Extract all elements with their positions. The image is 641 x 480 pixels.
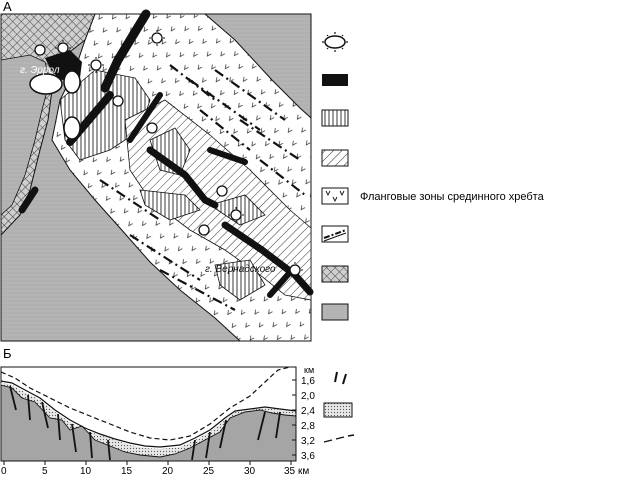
legend-dashed-line bbox=[324, 435, 354, 442]
depth-tick-label: 2,8 bbox=[301, 421, 315, 432]
volcano-icon bbox=[199, 225, 209, 235]
volcano-icon bbox=[91, 60, 101, 70]
volcano-icon bbox=[231, 210, 241, 220]
panel-b-legend bbox=[324, 372, 354, 442]
volcano-icon bbox=[325, 36, 345, 48]
panel-a-label: А bbox=[3, 0, 12, 14]
distance-tick-label: 0 bbox=[1, 466, 7, 475]
vernadsky-label: г. Вернадского bbox=[205, 264, 276, 275]
legend-fault-ticks bbox=[335, 372, 346, 384]
errol-crater-2 bbox=[64, 71, 80, 93]
panel-b-profile bbox=[1, 365, 315, 475]
volcano-icon bbox=[217, 186, 227, 196]
distance-tick-label: 10 bbox=[80, 466, 92, 475]
legend-gray-box bbox=[322, 304, 348, 320]
legend-faults-box bbox=[322, 226, 348, 242]
depth-tick-label: 3,6 bbox=[301, 451, 315, 462]
panel-b-label: Б bbox=[3, 346, 12, 361]
distance-tick-label: 25 bbox=[203, 466, 215, 475]
distance-tick-label: 15 bbox=[121, 466, 133, 475]
legend-vertical-hatch-box bbox=[322, 110, 348, 126]
crater-3 bbox=[64, 117, 80, 139]
distance-tick-label: 30 bbox=[244, 466, 256, 475]
distance-unit: км bbox=[298, 466, 310, 475]
distance-tick-label: 20 bbox=[162, 466, 174, 475]
volcano-icon bbox=[152, 33, 162, 43]
legend-flank-label: Фланговые зоны срединного хребта bbox=[360, 191, 544, 203]
errol-label: г. Эррол bbox=[20, 65, 60, 76]
distance-tick-label: 5 bbox=[42, 466, 48, 475]
depth-tick-label: 2,0 bbox=[301, 391, 315, 402]
panel-a-legend bbox=[322, 32, 545, 320]
depth-unit: км bbox=[304, 365, 315, 375]
legend-dotted-box bbox=[324, 403, 352, 417]
legend-diagonal-hatch-box bbox=[322, 150, 348, 166]
depth-tick-label: 2,4 bbox=[301, 406, 315, 417]
errol-crater bbox=[30, 74, 62, 94]
legend-black-box bbox=[322, 74, 348, 86]
volcano-icon bbox=[35, 45, 45, 55]
distance-ticks bbox=[4, 461, 291, 465]
panel-a-map bbox=[1, 14, 311, 341]
depth-tick-label: 3,2 bbox=[301, 436, 315, 447]
legend-volcano bbox=[322, 32, 348, 52]
legend-crosshatch-box bbox=[322, 266, 348, 282]
depth-tick-label: 1,6 bbox=[301, 376, 315, 387]
volcano-icon bbox=[113, 96, 123, 106]
legend-flank-box bbox=[322, 188, 348, 204]
volcano-icon bbox=[147, 123, 157, 133]
distance-tick-label: 35 bbox=[284, 466, 296, 475]
volcano-icon bbox=[58, 43, 68, 53]
volcano-icon bbox=[290, 265, 300, 275]
